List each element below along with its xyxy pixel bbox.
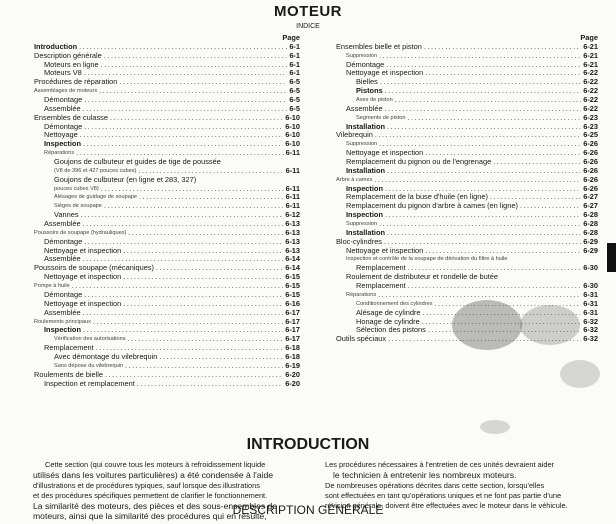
dot-leader (104, 52, 288, 61)
toc-entry-label: Inspection (44, 326, 81, 335)
toc-entry-label: Vilebrequin (336, 131, 373, 140)
toc-entry-page: 6-17 (285, 308, 300, 317)
dot-leader (385, 105, 582, 114)
dot-leader (83, 309, 284, 318)
toc-entry-label: Description générale (34, 51, 102, 60)
dot-leader (378, 291, 581, 300)
toc-entry-label: Réparations (346, 291, 377, 298)
dot-leader (374, 176, 581, 185)
dot-leader (119, 78, 287, 87)
toc-entry (336, 131, 598, 140)
toc-entry-page: 6-22 (583, 69, 598, 78)
toc-entry (34, 78, 300, 87)
toc-entry-label: Outils spéciaux (336, 335, 387, 344)
toc-entry-page: 6-28 (583, 228, 598, 237)
toc-entry-label: Assemblée (44, 220, 81, 229)
dot-leader (99, 87, 287, 96)
toc-entry (336, 229, 598, 238)
intro-line: Les procédures nécessaires à l'entretien de ces unités devraient aider (325, 460, 555, 469)
toc-entry-page: 6-1 (289, 51, 300, 60)
toc-entry-label: Roulements principaux (34, 318, 91, 325)
toc-entry (336, 238, 598, 247)
toc-entry (336, 140, 598, 149)
dot-leader (105, 371, 283, 380)
toc-entry (336, 114, 598, 123)
toc-entry-page: 6-5 (289, 87, 300, 96)
toc-entry (34, 87, 300, 96)
toc-entry (336, 123, 598, 132)
toc-entry-label: Nettoyage et inspection (346, 69, 424, 78)
toc-entry-page: 6-22 (583, 78, 598, 87)
toc-entry-label: Nettoyage et inspection (346, 149, 424, 158)
dot-leader (379, 220, 581, 229)
toc-entry (336, 220, 598, 229)
toc-entry-page: 6-23 (583, 122, 598, 131)
dot-leader (387, 229, 581, 238)
toc-right-column (336, 34, 598, 344)
toc-entry-label: Goujons de culbuteur (en ligne et 283, 327) (54, 175, 197, 184)
dot-leader (408, 282, 582, 291)
toc-entry-label: Assemblée (346, 104, 383, 113)
introduction-heading: INTRODUCTION (246, 436, 370, 453)
intro-line: d'illustrations et de procédures typiques, sauf lorsque des illustrations (33, 480, 260, 490)
toc-entry (336, 167, 598, 176)
dot-leader (123, 273, 283, 282)
dot-leader (76, 149, 283, 158)
toc-entry (34, 282, 300, 291)
toc-entry (34, 202, 300, 211)
dot-leader (407, 114, 581, 123)
dot-leader (408, 264, 582, 273)
toc-left-column (34, 34, 300, 388)
toc-entry-label: Pompe à huile (34, 283, 70, 290)
toc-entry (34, 61, 300, 70)
toc-entry-label: Procédures de réparation (34, 78, 118, 87)
toc-entry-label: Nettoyage et inspection (44, 246, 122, 255)
toc-entry (34, 326, 300, 335)
toc-entry (336, 202, 598, 211)
toc-entry (336, 43, 598, 52)
toc-entry-label: Segments de piston (356, 114, 406, 121)
intro-line: le technicien à entretenir les nombreux moteurs. (333, 470, 517, 481)
toc-entry-page: 6-28 (583, 220, 598, 229)
toc-entry-label: Sélection des pistons (356, 326, 426, 335)
toc-entry-label: Inspection et contrôle de la soupape de dérivation du filtre à huile (346, 256, 508, 263)
toc-entry (336, 105, 598, 114)
dot-leader (386, 61, 581, 70)
toc-entry (34, 158, 300, 167)
toc-entry-page: 6-17 (285, 335, 300, 344)
toc-entry-label: Nettoyage et inspection (44, 299, 122, 308)
toc-entry-label: Assemblages de moteurs (34, 88, 98, 95)
toc-entry-page: 6-18 (285, 344, 300, 353)
toc-entry-page: 6-26 (583, 175, 598, 184)
dot-leader (83, 140, 283, 149)
toc-entry (34, 211, 300, 220)
toc-entry-label: Assemblée (44, 308, 81, 317)
toc-entry-page: 6-25 (583, 131, 598, 140)
toc-entry-page: 6-31 (583, 299, 598, 308)
toc-entry-label: Avec démontage du vilebrequin (54, 352, 158, 361)
intro-line: moteurs, ainsi que la similarité des procédures qui en résulte, (33, 511, 267, 522)
toc-entry (34, 264, 300, 273)
toc-entry-page: 6-22 (583, 104, 598, 113)
toc-entry-page: 6-19 (285, 361, 300, 370)
dot-leader (83, 326, 283, 335)
toc-entry (336, 87, 598, 96)
toc-entry-label: Suppression (346, 52, 378, 59)
toc-entry-label: Démontage (346, 60, 385, 69)
toc-entry (34, 52, 300, 61)
dot-leader (84, 96, 287, 105)
toc-entry (34, 193, 300, 202)
toc-entry-label: Roulement de distributeur et rondelle de butée (346, 273, 499, 282)
toc-entry-page: 6-10 (285, 131, 300, 140)
toc-entry-page: 6-26 (583, 184, 598, 193)
toc-entry-page: 6-14 (285, 255, 300, 264)
toc-entry (336, 193, 598, 202)
toc-entry-page: 6-17 (285, 326, 300, 335)
dot-leader (379, 52, 581, 61)
toc-entry (336, 96, 598, 105)
toc-entry (34, 318, 300, 327)
dot-leader (384, 238, 581, 247)
toc-entry (34, 362, 300, 371)
toc-entry-page: 6-22 (583, 96, 598, 105)
toc-entry (336, 273, 598, 282)
dot-leader (379, 140, 581, 149)
intro-line: utilisés dans les voitures particulières) a été condensée à l'aide (33, 470, 274, 481)
dot-leader (96, 344, 284, 353)
dot-leader (123, 300, 283, 309)
dot-leader (520, 202, 581, 211)
toc-entry-label: Remplacement (44, 344, 94, 353)
dot-leader (424, 43, 581, 52)
toc-entry-label: Remplacement (356, 282, 406, 291)
intro-line: La similarité des moteurs, des pièces et des sous-ensembles de (33, 501, 278, 512)
toc-entry-label: Installation (346, 228, 386, 237)
dot-leader (80, 131, 284, 140)
dot-leader (128, 335, 284, 344)
dot-leader (490, 193, 581, 202)
intro-line: De nombreuses opérations décrites dans cette section, lorsqu'elles (325, 480, 545, 490)
toc-entry-label: Inspection (346, 184, 383, 193)
toc-entry-page: 6-5 (289, 78, 300, 87)
dot-leader (83, 255, 284, 264)
toc-entry-page: 6-11 (285, 166, 300, 175)
toc-entry (34, 371, 300, 380)
toc-entry (34, 69, 300, 78)
toc-entry-label: Introduction (34, 42, 78, 51)
toc-entry-label: Nettoyage et inspection (44, 273, 122, 282)
toc-entry-label: Poussoirs de soupape (hydrauliques) (34, 229, 127, 236)
toc-entry-label: Bielles (356, 78, 378, 87)
toc-entry-page: 6-20 (285, 379, 300, 388)
dot-leader (425, 69, 581, 78)
toc-entry-page: 6-26 (583, 158, 598, 167)
toc-entry-label: Moteurs V8 (44, 69, 82, 78)
toc-entry (336, 264, 598, 273)
dot-leader (83, 220, 284, 229)
dot-leader (83, 105, 288, 114)
toc-entry (34, 105, 300, 114)
toc-entry-label: Arbre à cames (336, 176, 373, 183)
toc-entry (34, 96, 300, 105)
toc-entry-page: 6-16 (285, 299, 300, 308)
toc-entry-label: pouces cubes V8) (54, 185, 99, 192)
toc-entry (34, 123, 300, 132)
toc-entry-page: 6-32 (583, 317, 598, 326)
toc-entry (34, 140, 300, 149)
toc-entry (34, 273, 300, 282)
toc-entry (34, 176, 300, 185)
toc-entry-page: 6-31 (583, 308, 598, 317)
dot-leader (156, 264, 283, 273)
dot-leader (84, 69, 288, 78)
toc-entry (34, 309, 300, 318)
toc-entry-page: 6-5 (289, 96, 300, 105)
toc-entry (34, 185, 300, 194)
toc-entry-label: Alésage de cylindre (356, 308, 421, 317)
toc-entry-label: Moteurs en ligne (44, 60, 99, 69)
dot-leader (425, 247, 581, 256)
toc-entry-label: Assemblée (44, 104, 81, 113)
toc-entry (34, 43, 300, 52)
toc-entry-page: 6-11 (285, 184, 300, 193)
dot-leader (380, 78, 581, 87)
toc-entry-label: Roulements de bielle (34, 370, 104, 379)
toc-entry-label: Suppression (346, 141, 378, 148)
section-thumb-tab (607, 243, 616, 272)
dot-leader (425, 149, 581, 158)
toc-entry-page: 6-26 (583, 166, 598, 175)
dot-leader (395, 96, 582, 105)
toc-entry (336, 255, 598, 264)
toc-entry-page: 6-23 (583, 113, 598, 122)
toc-entry-label: Poussoirs de soupape (mécaniques) (34, 264, 154, 273)
toc-entry-label: Ensembles bielle et piston (336, 42, 422, 51)
toc-entry-page: 6-26 (583, 149, 598, 158)
toc-entry (336, 282, 598, 291)
toc-entry-label: Nettoyage et inspection (346, 246, 424, 255)
intro-line: révision générale, doivent être effectuées avec le moteur dans le véhicule. (325, 501, 568, 511)
toc-entry-page: 6-29 (583, 237, 598, 246)
toc-entry-page: 6-15 (285, 282, 300, 291)
toc-entry (34, 229, 300, 238)
toc-entry (34, 300, 300, 309)
toc-entry-page: 6-10 (285, 140, 300, 149)
toc-entry (34, 335, 300, 344)
toc-entry-page: 6-13 (285, 228, 300, 237)
dot-leader (93, 318, 283, 327)
toc-entry (336, 185, 598, 194)
toc-entry-page: 6-21 (583, 51, 598, 60)
dot-leader (125, 362, 283, 371)
dot-leader (385, 185, 581, 194)
dot-leader (385, 87, 582, 96)
toc-entry (336, 247, 598, 256)
toc-entry-label: Honage de cylindre (356, 317, 420, 326)
dot-leader (79, 43, 287, 52)
toc-entry-label: Vérification des autorisations (54, 336, 126, 343)
dot-leader (137, 380, 283, 389)
page-column-header: Page (580, 33, 598, 42)
dot-leader (101, 61, 288, 70)
toc-entry-label: Bloc-cylindres (336, 237, 383, 246)
toc-entry-label: Remplacement (356, 264, 406, 273)
toc-entry-label: Démontage (44, 122, 83, 131)
dot-leader (139, 193, 284, 202)
dot-leader (81, 211, 284, 220)
toc-entry-page: 6-32 (583, 335, 598, 344)
toc-entry (34, 149, 300, 158)
dot-leader (493, 158, 581, 167)
toc-entry-label: Remplacement du pignon d'arbre à cames (en ligne) (346, 202, 518, 211)
toc-entry (34, 238, 300, 247)
dot-leader (387, 123, 581, 132)
dot-leader (159, 353, 283, 362)
toc-entry (336, 78, 598, 87)
toc-entry-page: 6-18 (285, 352, 300, 361)
toc-entry (34, 220, 300, 229)
toc-entry-label: Vannes (54, 211, 79, 220)
toc-entry-page: 6-17 (285, 317, 300, 326)
toc-entry (336, 291, 598, 300)
toc-entry-page: 6-1 (289, 42, 300, 51)
toc-entry (34, 291, 300, 300)
toc-entry (336, 176, 598, 185)
toc-entry (336, 211, 598, 220)
toc-entry-page: 6-29 (583, 246, 598, 255)
toc-entry-label: Alésages de guidage de soupape (54, 194, 138, 201)
toc-entry (34, 131, 300, 140)
toc-entry-label: Suppression (346, 221, 378, 228)
toc-entry-label: Remplacement du pignon ou de l'engrenage (346, 158, 492, 167)
toc-entry-page: 6-5 (289, 104, 300, 113)
toc-entry-label: Remplacement de la buse d'huile (en ligne) (346, 193, 488, 202)
toc-entry (34, 255, 300, 264)
toc-entry-page: 6-31 (583, 290, 598, 299)
toc-entry (34, 167, 300, 176)
dot-leader (110, 114, 283, 123)
dot-leader (84, 238, 283, 247)
toc-entry-page: 6-20 (285, 370, 300, 379)
toc-entry-page: 6-26 (583, 140, 598, 149)
dot-leader (385, 211, 581, 220)
toc-entry-page: 6-13 (285, 220, 300, 229)
toc-entry-label: (V8 de 396 et 427 pouces cubes) (54, 167, 137, 174)
toc-entry-label: Inspection (346, 211, 383, 220)
toc-entry-label: Démontage (44, 290, 83, 299)
toc-entry-page: 6-27 (583, 193, 598, 202)
toc-entry (34, 247, 300, 256)
toc-entry-label: Démontage (44, 96, 83, 105)
toc-entry-label: Sans dépose du vilebrequin (54, 362, 124, 369)
page-title: MOTEUR (274, 3, 342, 20)
intro-line: sont effectuées en tant qu'opérations uniques et ne font pas partie d'une (325, 490, 562, 500)
toc-entry-page: 6-32 (583, 326, 598, 335)
toc-entry-page: 6-28 (583, 211, 598, 220)
dot-leader (138, 167, 283, 176)
toc-entry-label: Installation (346, 122, 386, 131)
toc-entry-page: 6-13 (285, 237, 300, 246)
toc-entry-label: Nettoyage (44, 131, 78, 140)
toc-entry-page: 6-30 (583, 282, 598, 291)
toc-entry-page: 6-10 (285, 113, 300, 122)
general-description-heading: DESCRIPTION GÉNÉRALE (232, 503, 384, 517)
toc-entry-page: 6-11 (285, 202, 300, 211)
toc-entry-label: Démontage (44, 237, 83, 246)
intro-line: et des procédures spécifiques permettent de clarifier le fonctionnement. (33, 490, 268, 500)
toc-entry-page: 6-15 (285, 290, 300, 299)
toc-entry (336, 52, 598, 61)
toc-entry (34, 380, 300, 389)
toc-entry-label: Pistons (356, 87, 383, 96)
toc-entry (336, 61, 598, 70)
toc-entry (336, 149, 598, 158)
toc-entry (34, 344, 300, 353)
toc-entry-label: Inspection (44, 140, 81, 149)
dot-leader (72, 282, 283, 291)
toc-entry-label: Réparations (44, 150, 75, 157)
dot-leader (128, 229, 283, 238)
toc-entry (336, 69, 598, 78)
toc-entry-page: 6-10 (285, 122, 300, 131)
toc-entry-label: Inspection et remplacement (44, 379, 135, 388)
toc-entry-page: 6-21 (583, 42, 598, 51)
toc-entry-page: 6-27 (583, 202, 598, 211)
toc-entry-page: 6-12 (285, 211, 300, 220)
toc-entry-page: 6-1 (289, 60, 300, 69)
toc-entry-label: Sièges de soupape (54, 203, 102, 210)
page-column-header: Page (282, 33, 300, 42)
intro-line: Cette section (qui couvre tous les moteurs à refroidissement liquide (45, 460, 266, 469)
toc-entry-page: 6-22 (583, 87, 598, 96)
toc-entry-label: Axes de piston (356, 97, 393, 104)
toc-entry-label: Ensembles de culasse (34, 113, 108, 122)
dot-leader (84, 291, 283, 300)
toc-entry-page: 6-11 (285, 149, 300, 158)
dot-leader (387, 167, 581, 176)
toc-entry-page: 6-21 (583, 60, 598, 69)
toc-entry-page: 6-13 (285, 246, 300, 255)
dot-leader (101, 185, 284, 194)
toc-entry (34, 353, 300, 362)
toc-entry (336, 158, 598, 167)
toc-entry-label: Goujons de culbuteur et guides de tige de poussée (54, 158, 221, 167)
toc-entry-page: 6-1 (289, 69, 300, 78)
toc-entry-label: Installation (346, 166, 386, 175)
dot-leader (104, 202, 284, 211)
dot-leader (84, 123, 283, 132)
toc-entry-label: Conditionnement des cylindres (356, 300, 433, 307)
dot-leader (123, 247, 283, 256)
toc-entry-page: 6-11 (285, 193, 300, 202)
toc-entry-page: 6-30 (583, 264, 598, 273)
toc-entry-page: 6-14 (285, 264, 300, 273)
toc-entry-label: Assemblée (44, 255, 81, 264)
toc-entry-page: 6-15 (285, 273, 300, 282)
dot-leader (375, 131, 581, 140)
toc-entry (34, 114, 300, 123)
index-subtitle: INDICE (296, 23, 320, 30)
